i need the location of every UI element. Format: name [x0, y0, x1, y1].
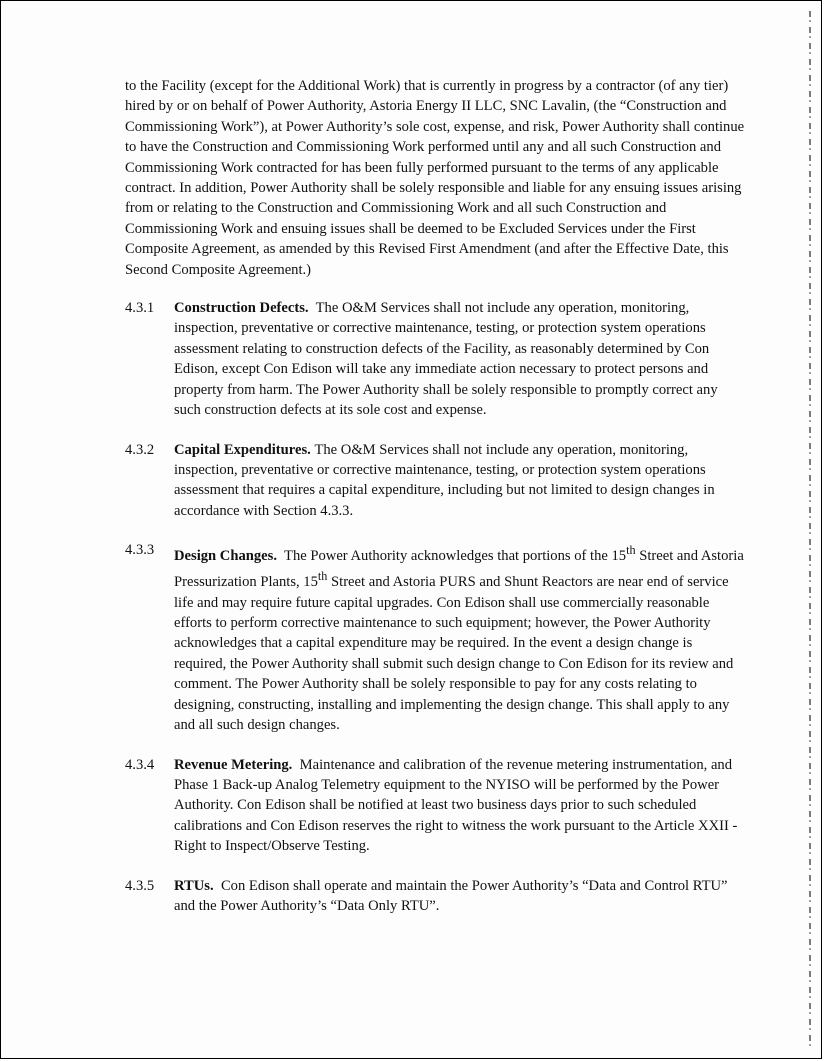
section-4-3-5	[125, 876, 745, 917]
section-body	[174, 440, 745, 522]
section-body	[174, 540, 745, 735]
section-text: The O&M Services shall not include any operation, monitoring, inspection, preventative or corrective maintenance, testing, or protection system operations assessment relating to construction defects of the Facility, as reasonably determined by Con Edison, except Con Edison will take any immediate action necessary to protect persons and property from harm. The Power Authority shall be solely responsible to promptly correct any such construction defects at its sole cost and expense.	[174, 300, 718, 419]
section-title: RTUs.	[174, 877, 214, 894]
section-text: Con Edison shall operate and maintain the Power Authority’s “Data and Control RTU” and the Power Authority’s “Data Only RTU”.	[174, 877, 728, 914]
section-body	[174, 876, 745, 917]
intro-paragraph: to the Facility (except for the Additional Work) that is currently in progress by a contractor (of any tier) hired by or on behalf of Power Authority, Astoria Energy II LLC, SNC Lavalin, (the “Construction and Commissioning Work”), at Power Authority’s sole cost, expense, and risk, Power Authority shall continue to have the Construction and Commissioning Work performed until any and all such Construction and Commissioning Work contracted for has been fully performed pursuant to the terms of any applicable contract. In addition, Power Authority shall be solely responsible and liable for any ensuing issues arising from or relating to the Construction and Commissioning Work and all such Construction and Commissioning Work and ensuing issues shall be deemed to be Excluded Services under the First Composite Agreement, as amended by this Revised First Amendment (and after the Effective Date, this Second Composite Agreement.)	[125, 78, 745, 278]
superscript-th: th	[626, 543, 636, 558]
section-text-part-a: The Power Authority acknowledges that portions of the 15	[284, 547, 627, 564]
section-number: 4.3.4	[125, 756, 155, 773]
section-number: 4.3.3	[125, 542, 155, 559]
section-4-3-3	[125, 540, 745, 735]
section-4-3-2	[125, 440, 745, 522]
section-title: Design Changes.	[174, 547, 277, 564]
section-title: Revenue Metering.	[174, 756, 293, 773]
section-4-3-1	[125, 298, 745, 420]
section-text: Maintenance and calibration of the revenue metering instrumentation, and Phase 1 Back-up Analog Telemetry equipment to the NYISO will be performed by the Power Authority. Con Edison shall be notified at least two business days prior to such scheduled calibrations and Con Edison reserves the right to witness the work pursuant to the Article XXII - Right to Inspect/Observe Testing.	[174, 756, 738, 855]
section-number: 4.3.5	[125, 877, 155, 894]
section-number: 4.3.2	[125, 441, 155, 458]
superscript-th: th	[317, 569, 328, 584]
section-number: 4.3.1	[125, 300, 155, 317]
section-title: Capital Expenditures.	[174, 441, 311, 458]
section-body	[174, 755, 745, 857]
section-4-3-4	[125, 755, 745, 857]
section-text: The O&M Services shall not include any operation, monitoring, inspection, preventative or corrective maintenance, testing, or protection system operations assessment that requires a capital expenditure, including but not limited to design changes in accordance with Section 4.3.3.	[174, 441, 715, 519]
document-body	[125, 76, 745, 935]
section-text-part-b: Street and Astoria Pressurization Plants, 15	[174, 547, 744, 591]
section-text-part-c: Street and Astoria PURS and Shunt Reactors are near end of service life and may require future capital upgrades. Con Edison shall use commercially reasonable efforts to perform corrective maintenance to such equipment; however, the Power Authority acknowledges that a capital expenditure may be required. In the event a design change is required, the Power Authority shall submit such design change to Con Edison for its review and comment. The Power Authority shall be solely responsible to pay for any costs relating to designing, constructing, installing and implementing the design change. This shall apply to any and all such design changes.	[174, 574, 734, 734]
section-title: Construction Defects.	[174, 300, 309, 317]
section-body	[174, 298, 745, 420]
scan-edge-artifact	[809, 11, 811, 1051]
